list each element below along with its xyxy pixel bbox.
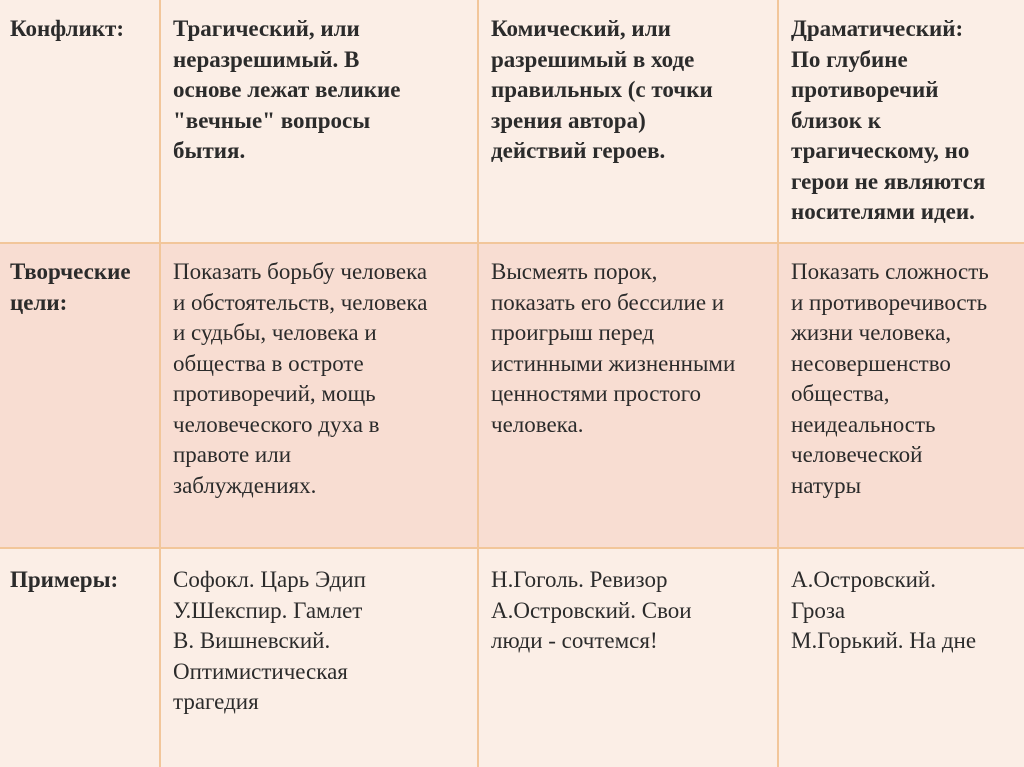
cell-goals-dramatic: Показать сложность и противоречивость жизни человека, несовершенство общества, неидеальность человеческой натуры (779, 244, 1024, 549)
row-label-creative-goals: Творческие цели: (0, 244, 161, 549)
cell-goals-tragic: Показать борьбу человека и обстоятельств, человека и судьбы, человека и общества в остроте противоречий, мощь человеческого духа в правоте или заблуждениях. (161, 244, 479, 549)
cell-examples-comic: Н.Гоголь. Ревизор А.Островский. Свои люди - сочтемся! (479, 549, 779, 767)
cell-conflict-tragic: Трагический, или неразрешимый. В основе лежат великие "вечные" вопросы бытия. (161, 0, 479, 244)
cell-conflict-comic: Комический, или разрешимый в ходе правильных (с точки зрения автора) действий героев. (479, 0, 779, 244)
cell-examples-tragic: Софокл. Царь Эдип У.Шекспир. Гамлет В. Вишневский. Оптимистическая трагедия (161, 549, 479, 767)
cell-conflict-dramatic: Драматический: По глубине противоречий близок к трагическому, но герои не являются носителями идеи. (779, 0, 1024, 244)
cell-goals-comic: Высмеять порок, показать его бессилие и проигрыш перед истинными жизненными ценностями простого человека. (479, 244, 779, 549)
cell-examples-dramatic: А.Островский. Гроза М.Горький. На дне (779, 549, 1024, 767)
row-label-conflict: Конфликт: (0, 0, 161, 244)
row-label-examples: Примеры: (0, 549, 161, 767)
